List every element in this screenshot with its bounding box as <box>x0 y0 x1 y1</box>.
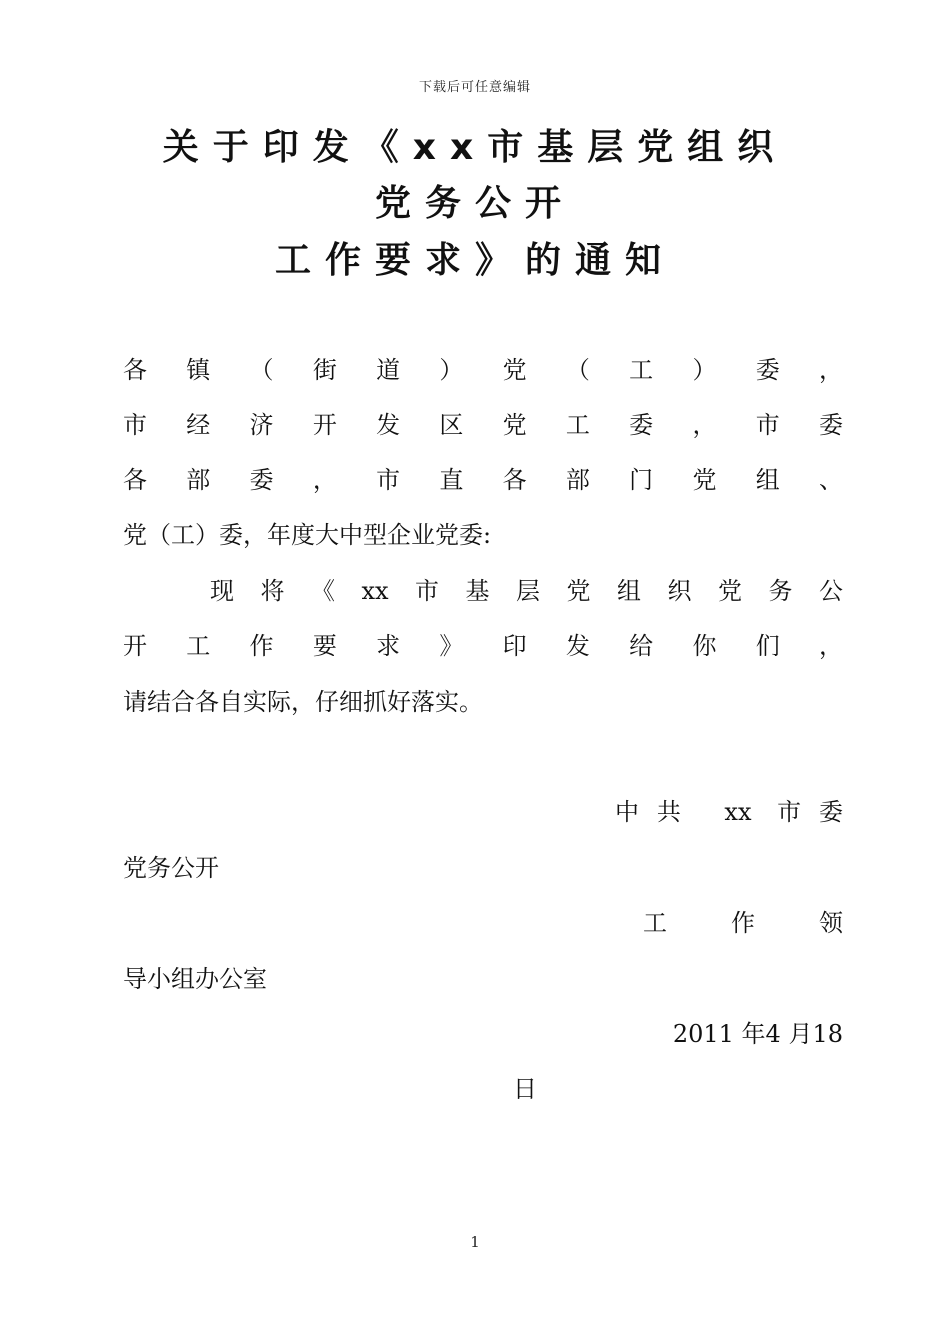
signature-line: 党务公开 <box>123 854 219 882</box>
body-line: 各部委，市直各部门党组、 <box>123 466 843 494</box>
signature-line: 导小组办公室 <box>123 965 267 993</box>
signature-date: 2011 年4 月18 <box>672 1020 843 1048</box>
signature-date-day: 日 <box>513 1075 537 1103</box>
body-line: 各镇（街道）党（工）委， <box>123 356 843 384</box>
title-line-2: 党务公开 <box>374 183 575 224</box>
body-line: 开工作要求》印发给你们， <box>123 632 843 660</box>
title-line-3: 工作要求》的通知 <box>274 240 675 281</box>
page-header-note: 下载后可任意编辑 <box>418 80 531 95</box>
body-line: 市经济开发区党工委，市委 <box>123 411 843 439</box>
signature-line: 工作领 <box>643 909 843 937</box>
body-line: 现将《xx市基层党组织党务公 <box>210 577 843 605</box>
signature-org-line: 中共 xx 市委 <box>615 798 843 826</box>
page-number: 1 <box>470 1233 480 1251</box>
body-line: 党（工）委，年度大中型企业党委: <box>123 521 492 549</box>
title-line-1: 关于印发《xx市基层党组织 <box>162 127 788 168</box>
body-line: 请结合各自实际，仔细抓好落实。 <box>123 688 483 716</box>
